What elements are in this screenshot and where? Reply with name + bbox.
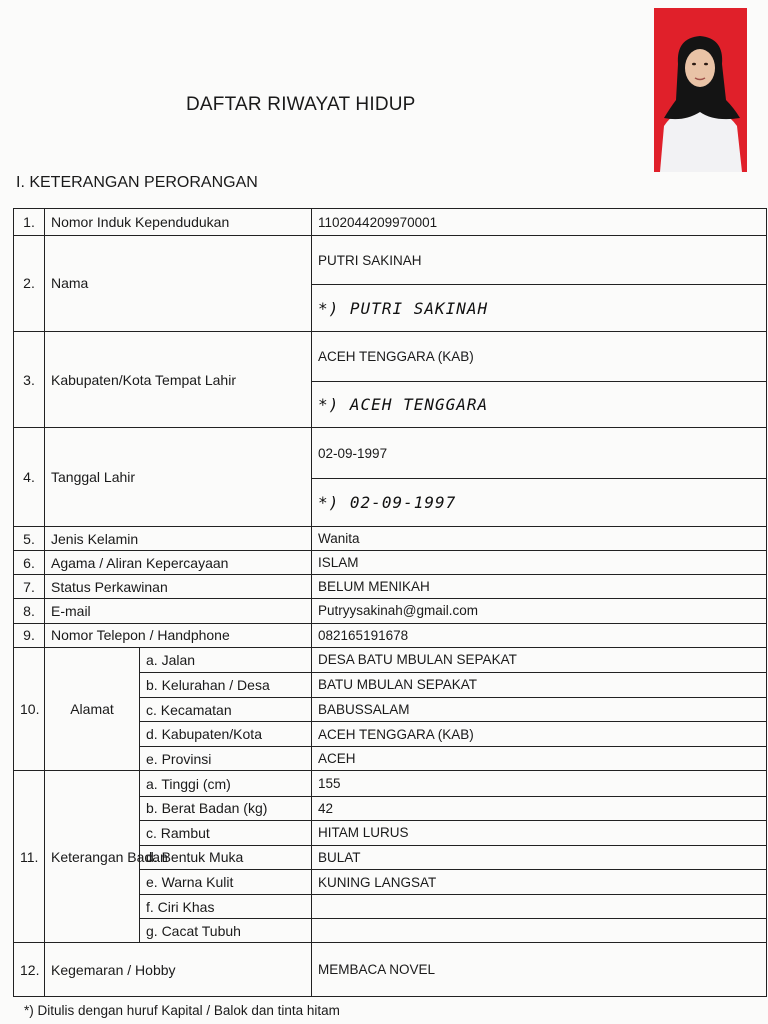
agama-value: ISLAM [312, 551, 767, 575]
kabupaten-value: ACEH TENGGARA (KAB) [312, 722, 767, 747]
badan-label: Keterangan Badan [45, 771, 140, 943]
jalan-value: DESA BATU MBULAN SEPAKAT [312, 647, 767, 672]
row-number: 7. [14, 575, 45, 599]
jenis-kelamin-value: Wanita [312, 526, 767, 550]
tempat-lahir-handwritten: *) ACEH TENGGARA [312, 382, 767, 428]
rambut-value: HITAM LURUS [312, 820, 767, 845]
row-nik [14, 209, 767, 236]
sub-label: a. Tinggi (cm) [140, 771, 312, 796]
tinggi-value: 155 [312, 771, 767, 796]
cacat-value [312, 919, 767, 943]
row-number: 3. [14, 331, 45, 428]
field-label: Nomor Telepon / Handphone [45, 623, 312, 647]
field-label: Kegemaran / Hobby [45, 943, 312, 997]
row-telepon [14, 623, 767, 647]
provinsi-value: ACEH [312, 747, 767, 771]
sub-label: a. Jalan [140, 647, 312, 672]
sub-label: c. Kecamatan [140, 697, 312, 721]
sub-label: f. Ciri Khas [140, 895, 312, 919]
sub-label: d. Bentuk Muka [140, 845, 312, 869]
row-badan-tinggi [14, 771, 767, 796]
tanggal-lahir-handwritten: *) 02-09-1997 [312, 478, 767, 526]
telepon-value: 082165191678 [312, 623, 767, 647]
row-agama [14, 551, 767, 575]
sub-label: b. Berat Badan (kg) [140, 796, 312, 820]
tanggal-lahir-value: 02-09-1997 [312, 428, 767, 478]
field-label: Jenis Kelamin [45, 526, 312, 550]
row-number: 1. [14, 209, 45, 236]
alamat-label: Alamat [45, 647, 140, 771]
row-jenis-kelamin [14, 526, 767, 550]
field-label: Kabupaten/Kota Tempat Lahir [45, 331, 312, 428]
sub-label: c. Rambut [140, 820, 312, 845]
row-number: 8. [14, 599, 45, 623]
row-nama [14, 236, 767, 285]
kulit-value: KUNING LANGSAT [312, 870, 767, 895]
kecamatan-value: BABUSSALAM [312, 697, 767, 721]
row-number: 6. [14, 551, 45, 575]
field-label: Nama [45, 236, 312, 332]
field-label: Tanggal Lahir [45, 428, 312, 527]
row-number: 11. [14, 771, 45, 943]
field-label: Nomor Induk Kependudukan [45, 209, 312, 236]
profile-photo [654, 8, 747, 172]
row-number: 10. [14, 647, 45, 771]
ciri-value [312, 895, 767, 919]
berat-value: 42 [312, 796, 767, 820]
muka-value: BULAT [312, 845, 767, 869]
row-alamat-jalan [14, 647, 767, 672]
row-tempat-lahir [14, 331, 767, 381]
sub-label: d. Kabupaten/Kota [140, 722, 312, 747]
section-title: I. KETERANGAN PERORANGAN [16, 174, 258, 191]
status-value: BELUM MENIKAH [312, 575, 767, 599]
row-tanggal-lahir [14, 428, 767, 478]
tempat-lahir-value: ACEH TENGGARA (KAB) [312, 331, 767, 381]
row-number: 4. [14, 428, 45, 527]
sub-label: e. Provinsi [140, 747, 312, 771]
sub-label: e. Warna Kulit [140, 870, 312, 895]
row-email [14, 599, 767, 623]
row-status [14, 575, 767, 599]
nik-value: 1102044209970001 [312, 209, 767, 236]
email-value: Putryysakinah@gmail.com [312, 599, 767, 623]
nama-value: PUTRI SAKINAH [312, 236, 767, 285]
kelurahan-value: BATU MBULAN SEPAKAT [312, 672, 767, 697]
footnote: *) Ditulis dengan huruf Kapital / Balok dan tinta hitam [24, 1003, 340, 1018]
row-number: 12. [14, 943, 45, 997]
row-number: 5. [14, 526, 45, 550]
hobby-value: MEMBACA NOVEL [312, 943, 767, 997]
field-label: Status Perkawinan [45, 575, 312, 599]
field-label: Agama / Aliran Kepercayaan [45, 551, 312, 575]
document-title: DAFTAR RIWAYAT HIDUP [186, 94, 416, 115]
sub-label: g. Cacat Tubuh [140, 919, 312, 943]
row-number: 9. [14, 623, 45, 647]
nama-handwritten: *) PUTRI SAKINAH [312, 285, 767, 331]
row-number: 2. [14, 236, 45, 332]
row-hobby [14, 943, 767, 997]
field-label: E-mail [45, 599, 312, 623]
personal-info-table [13, 208, 767, 997]
sub-label: b. Kelurahan / Desa [140, 672, 312, 697]
